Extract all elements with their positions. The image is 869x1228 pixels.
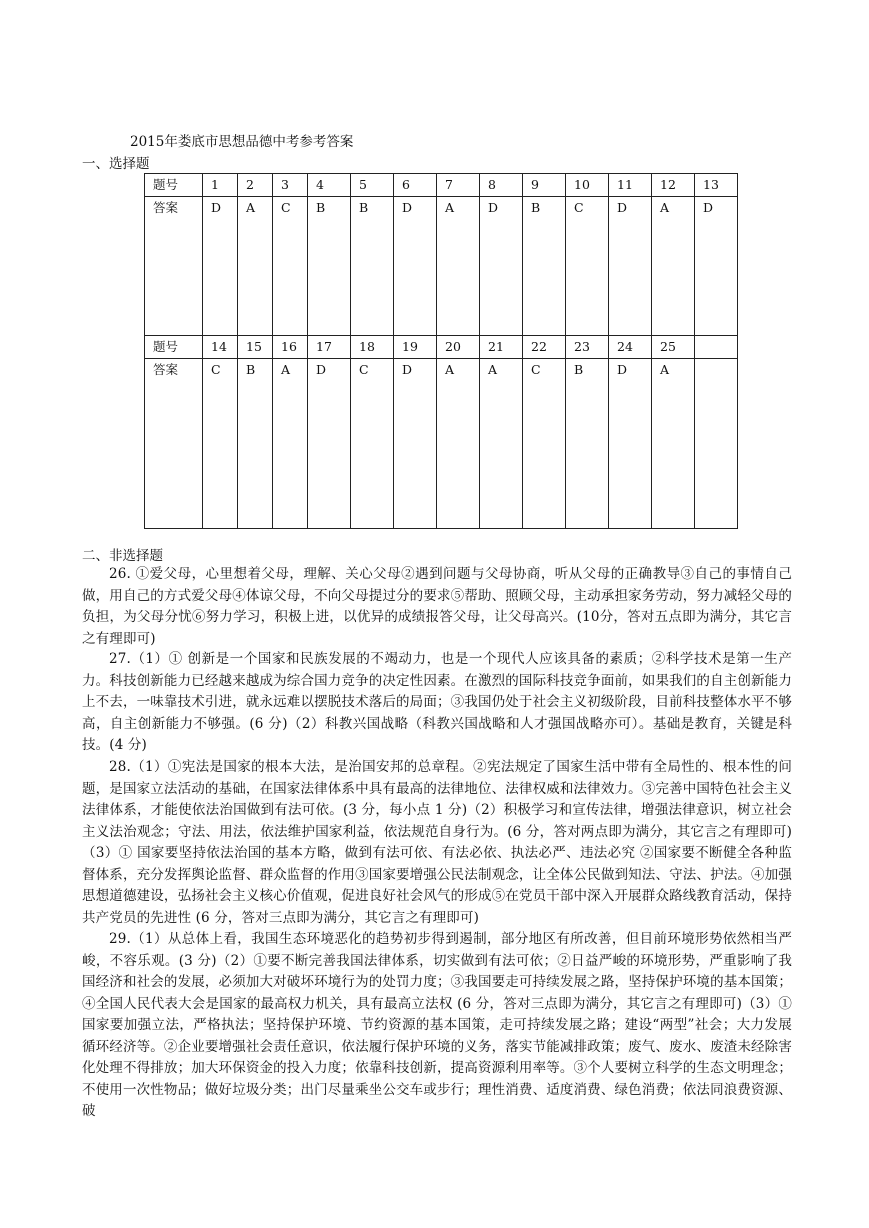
answer-cell: C — [203, 359, 238, 529]
answer-cell: A — [437, 197, 480, 336]
number-cell: 25 — [652, 336, 695, 359]
answer-paragraph-27: 27.（1）① 创新是一个国家和民族发展的不竭动力，也是一个现代人应该具备的素质；②科学技术是第一生产力。科技创新能力已经越来越成为综合国力竞争的决定性因素。在激烈的国际科技竞争面前，如果我们的自主创新能力上不去，一味靠技术引进，就永远难以摆脱技术落后的局面；③我国仍处于社会主义初级阶段，目前科技整体水平不够高，自主创新能力不够强。(6 分)（2）科教兴国战略（科教兴国战略和人才强国战略亦可）。基础是教育，关键是科技。(4 分) — [82, 651, 792, 753]
answer-cell: D — [695, 197, 738, 336]
answer-paragraph-28: 28.（1）①宪法是国家的根本大法，是治国安邦的总章程。②宪法规定了国家生活中带有全局性的、根本性的问题，是国家立法活动的基础，在国家法律体系中具有最高的法律地位、法律权威和法律效力。③完善中国特色社会主义法律体系，才能使依法治国做到有法可依。(3 分，每小点 1 分)（2）积极学习和宣传法律，增强法律意识，树立社会主义法治观念；守法、用法，依法维护国家利益，依法规范自身行为。(6 分，答对两点即为满分，其它言之有理即可)（3）① 国家要坚持依法治国的基本方略，做到有法可依、有法必依、执法必严、违法必究 ②国家要不断健全各种监督体系，充分发挥舆论监督、群众监督的作用③国家要增强公民法制观念，让全体公民做到知法、守法、护法。④加强思想道德建设，弘扬社会主义核心价值观，促进良好社会风气的形成⑤在党员干部中深入开展群众路线教育活动，保持共产党员的先进性 (6 分，答对三点即为满分，其它言之有理即可) — [82, 759, 792, 926]
number-cell: 1 — [203, 174, 238, 197]
answer-cell: C — [273, 197, 308, 336]
answer-paragraph-29: 29.（1）从总体上看，我国生态环境恶化的趋势初步得到遏制，部分地区有所改善，但目前环境形势依然相当严峻，不容乐观。(3 分)（2）①要不断完善我国法律体系，切实做到有法可依；②日益严峻的环境形势，严重影响了我国经济和社会的发展，必须加大对破坏环境行为的处罚力度；③我国要走可持续发展之路，坚持保护环境的基本国策；④全国人民代表大会是国家的最高权力机关，具有最高立法权 (6 分，答对三点即为满分，其它言之有理即可)（3）①国家要加强立法，严格执法；坚持保护环境、节约资源的基本国策，走可持续发展之路；建设“两型”社会；大力发展循环经济等。②企业要增强社会责任意识，依法履行保护环境的义务，落实节能减排政策；废气、废水、废渣未经除害化处理不得排放；加大环保资金的投入力度；依靠科技创新，提高资源利用率等。③个人要树立科学的生态文明理念；不使用一次性物品；做好垃圾分类；出门尽量乘坐公交车或步行；理性消费、适度消费、绿色消费；依法同浪费资源、破 — [82, 931, 792, 1119]
number-cell: 16 — [273, 336, 308, 359]
number-cell: 17 — [308, 336, 351, 359]
answer-cell: A — [238, 197, 273, 336]
answer-cell: D — [480, 197, 523, 336]
answer-cell: B — [308, 197, 351, 336]
number-cell: 6 — [394, 174, 437, 197]
number-cell: 5 — [351, 174, 394, 197]
number-cell: 18 — [351, 336, 394, 359]
number-cell: 7 — [437, 174, 480, 197]
answer-cell: C — [351, 359, 394, 529]
answer-table-1 — [144, 173, 738, 336]
table-row-numbers — [145, 174, 738, 197]
number-cell: 15 — [238, 336, 273, 359]
number-cell: 22 — [523, 336, 566, 359]
number-cell: 2 — [238, 174, 273, 197]
answer-cell: B — [238, 359, 273, 529]
number-cell: 4 — [308, 174, 351, 197]
section-heading-choice: 一、选择题 — [82, 156, 150, 172]
answer-cell: C — [523, 359, 566, 529]
answer-cell: D — [609, 197, 652, 336]
row-label-answer: 答案 — [145, 197, 203, 336]
number-cell: 20 — [437, 336, 480, 359]
answer-paragraph-26: 26. ①爱父母，心里想着父母，理解、关心父母②遇到问题与父母协商，听从父母的正确教导③自己的事情自己做，用自己的方式爱父母④体谅父母，不向父母提过分的要求⑤帮助、照顾父母，主动承担家务劳动，努力减轻父母的负担，为父母分忧⑥努力学习，积极上进，以优异的成绩报答父母，让父母高兴。(10分，答对五点即为满分，其它言之有理即可) — [82, 566, 792, 647]
answer-cell — [695, 359, 738, 529]
answer-cell: A — [273, 359, 308, 529]
answer-cell: D — [394, 359, 437, 529]
page-title: 2015年娄底市思想品德中考参考答案 — [130, 134, 354, 150]
answer-cell: D — [394, 197, 437, 336]
answer-cell: A — [480, 359, 523, 529]
number-cell: 12 — [652, 174, 695, 197]
table-row-answers — [145, 359, 738, 529]
answer-cell: D — [203, 197, 238, 336]
answer-cell: D — [609, 359, 652, 529]
table-row-numbers — [145, 336, 738, 359]
answer-cell: B — [566, 359, 609, 529]
number-cell: 9 — [523, 174, 566, 197]
answer-cell: C — [566, 197, 609, 336]
row-label-answer: 答案 — [145, 359, 203, 529]
number-cell: 23 — [566, 336, 609, 359]
number-cell: 19 — [394, 336, 437, 359]
answer-cell: A — [437, 359, 480, 529]
section-heading-essay: 二、非选择题 — [82, 548, 163, 564]
number-cell: 13 — [695, 174, 738, 197]
number-cell: 11 — [609, 174, 652, 197]
number-cell: 8 — [480, 174, 523, 197]
number-cell — [695, 336, 738, 359]
answer-cell: A — [652, 197, 695, 336]
answer-cell: A — [652, 359, 695, 529]
answer-table-2 — [144, 335, 738, 529]
number-cell: 14 — [203, 336, 238, 359]
answer-cell: B — [523, 197, 566, 336]
row-label-number: 题号 — [145, 336, 203, 359]
number-cell: 10 — [566, 174, 609, 197]
number-cell: 24 — [609, 336, 652, 359]
answer-cell: B — [351, 197, 394, 336]
table-row-answers — [145, 197, 738, 336]
row-label-number: 题号 — [145, 174, 203, 197]
number-cell: 21 — [480, 336, 523, 359]
number-cell: 3 — [273, 174, 308, 197]
answer-cell: D — [308, 359, 351, 529]
